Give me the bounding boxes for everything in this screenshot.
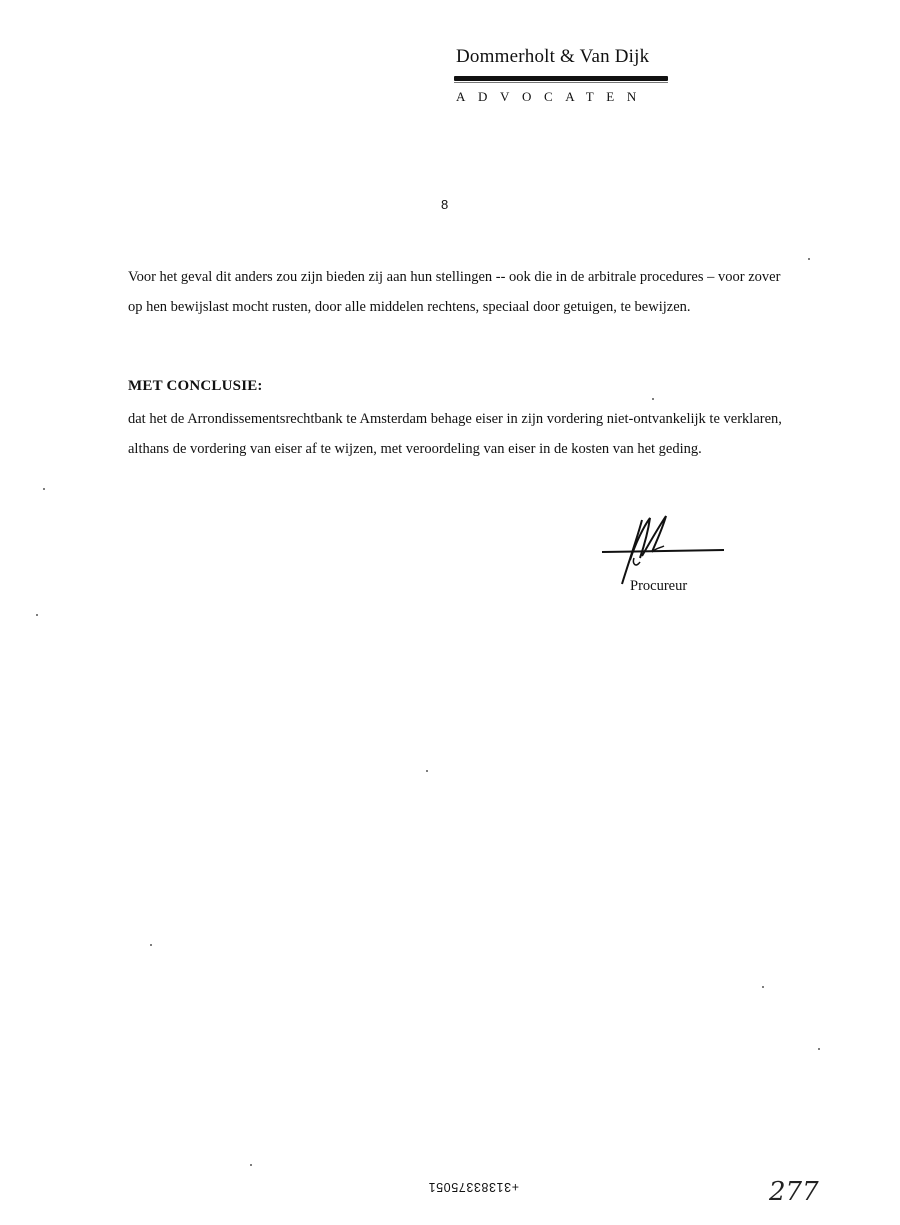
scan-speck (652, 398, 654, 400)
handwritten-number-text: 277 (769, 1177, 819, 1207)
scan-speck (762, 986, 764, 988)
conclusion-text: dat het de Arrondissementsrechtbank te Amsterdam behage eiser in zijn vordering niet-ontvankelijk te verklaren, althans de vordering van eiser af te wijzen, met veroordeling van eiser in de kosten van het geding. (128, 411, 782, 457)
letterhead-thin-rule (454, 82, 668, 83)
conclusion-heading: MET CONCLUSIE: (128, 378, 263, 394)
firm-subtitle: ADVOCATEN (456, 89, 649, 104)
handwritten-page-number (767, 1174, 839, 1208)
scan-speck (250, 1164, 252, 1166)
letterhead-rule (454, 76, 668, 81)
scan-speck (43, 488, 45, 490)
signature-label: Procureur (630, 578, 688, 594)
scan-speck (818, 1048, 820, 1050)
scan-speck (150, 944, 152, 946)
scan-speck (36, 614, 38, 616)
scan-speck (426, 770, 428, 772)
paragraph-evidence-offer: Voor het geval dit anders zou zijn bieden zij aan hun stellingen -- ook die in de arbitrale procedures – voor zover op hen bewijslast mocht rusten, door alle middelen rechtens, speciaal door getuigen, te bewijzen. (128, 269, 781, 315)
fax-number: +31383375051 (428, 1180, 519, 1194)
firm-name: Dommerholt & Van Dijk (456, 46, 650, 67)
scan-speck (808, 258, 810, 260)
page-number: 8 (441, 197, 449, 212)
